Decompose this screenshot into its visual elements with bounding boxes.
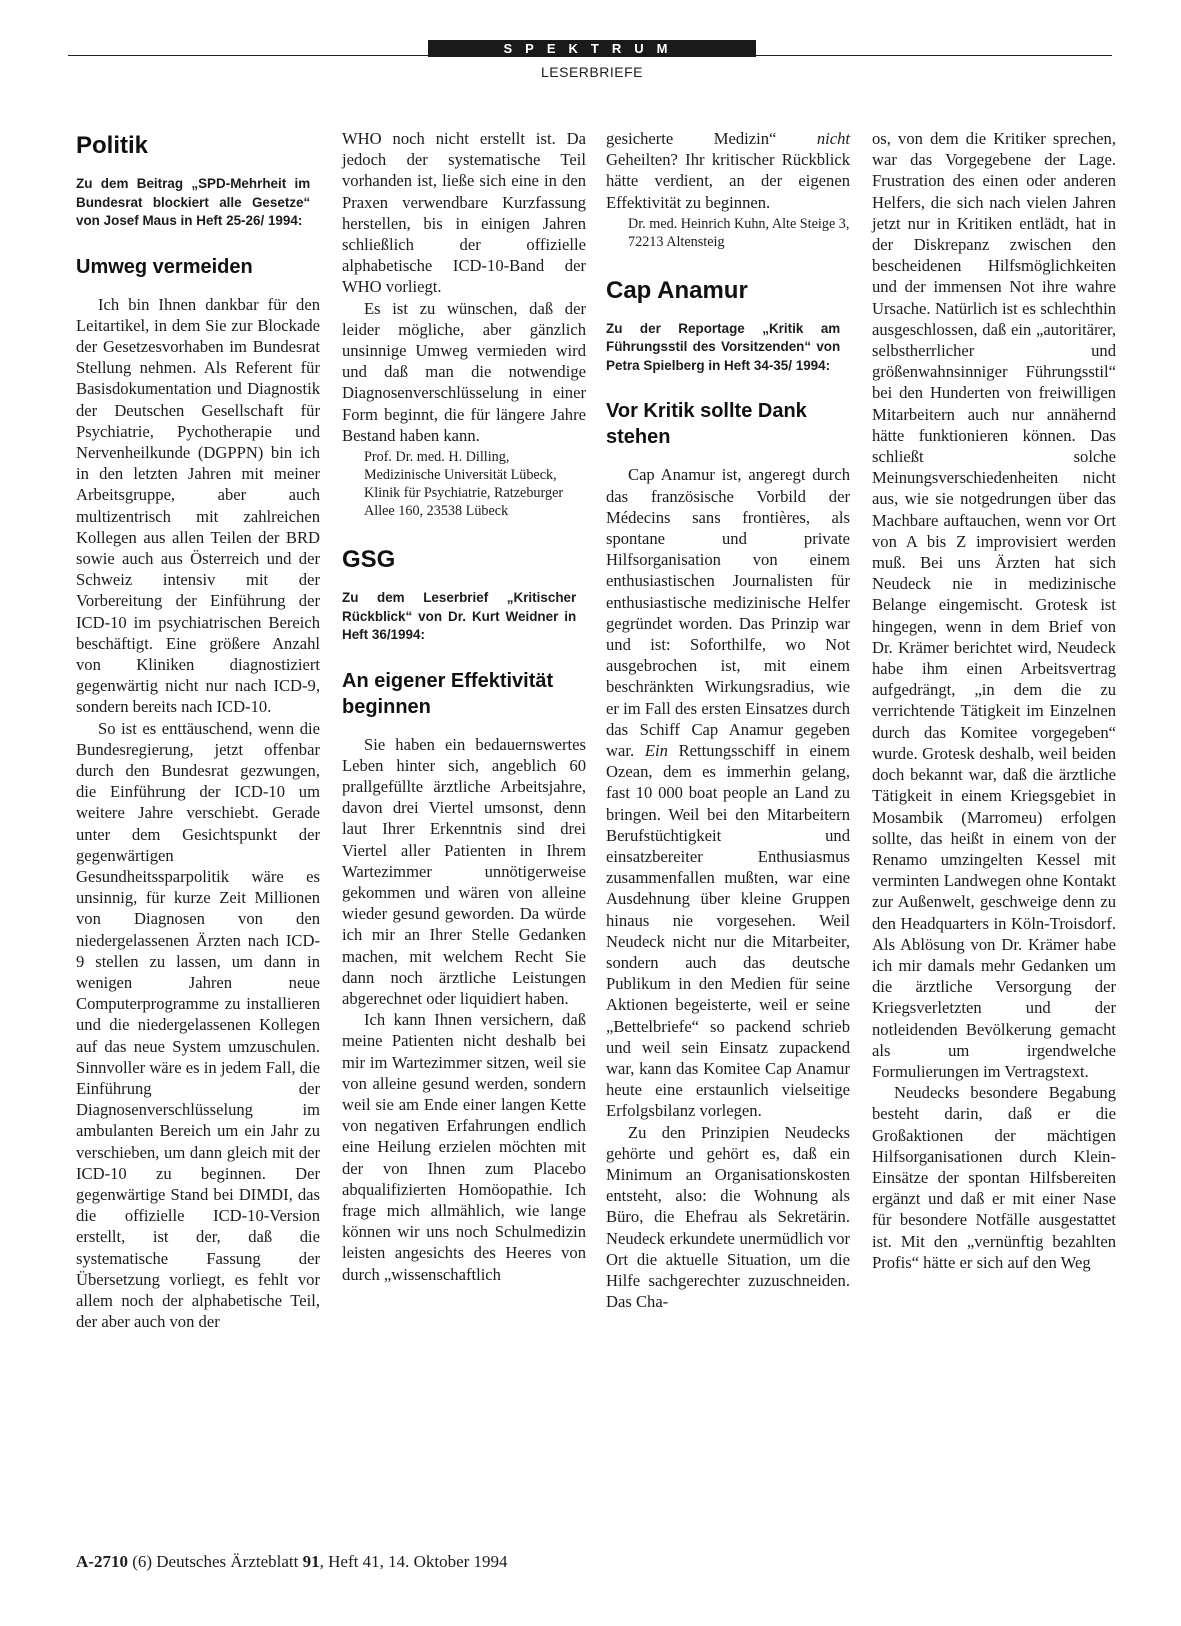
body-paragraph: Es ist zu wünschen, daß der leider mögliche, aber gänzlich unsinnige Umweg vermieden wird und daß man die notwendige Diagnosenverschlüsselung in einer Form beginnt, die für längere Jahre Bestand haben kann. (342, 298, 586, 445)
footer-volume: 91 (302, 1552, 320, 1571)
body-paragraph (606, 128, 850, 213)
page-footer (76, 1552, 508, 1572)
column-1 (76, 128, 320, 1332)
body-paragraph: So ist es enttäuschend, wenn die Bundesregierung, jetzt offenbar durch den Bundesrat gezwungen, die Einführung der ICD-10 um weitere Jahre verschiebt. Gerade unter dem Gesichtspunkt der gegenwärtigen Gesundheitssparpolitik wäre es unsinnig, für kurze Zeit Millionen von Diagnosen von den niedergelassenen Ärzten nach ICD-9 stellen zu lassen, um dann in wenigen Jahren neue Computerprogramme zu installieren und die niedergelassenen Kollegen auf das neue System umzuschulen. Sinnvoller wäre es in jedem Fall, die Einführung der Diagnosenverschlüsselung im ambulanten Bereich um ein Jahr zu verschieben, um dann gleich mit der ICD-10 zu beginnen. Der gegenwärtige Stand bei DIMDI, das die offizielle ICD-10-Version erstellt, ist der, daß die systematische Fassung der Übersetzung vorliegt, es fehlt vor allem noch der alphabetische Teil, der aber auch von der (76, 718, 320, 1332)
letter-headline: Vor Kritik sollte Dank stehen (606, 400, 807, 449)
column-2 (342, 128, 586, 1285)
italic-text: Ein (644, 740, 668, 760)
section-title-politik: Politik (76, 132, 149, 159)
section-banner: SPEKTRUM (428, 40, 756, 57)
body-paragraph: Sie haben ein bedauernswertes Leben hinter sich, angeblich 60 prallgefüllte ärztliche Arbeitsjahre, davon drei Viertel umsonst, denn laut Ihrer Erkenntnis sind drei Viertel aller Patienten in Ihrem Wartezimmer unnötigerweise gekommen und wären von alleine wieder gesund geworden. Da würde ich mir an Ihrer Stelle Gedanken machen, mit welchem Recht Sie dann noch ärztliche Leistungen abgerechnet oder liquidiert haben. (342, 734, 586, 1008)
body-paragraph (606, 464, 850, 1121)
italic-text: nicht (816, 129, 850, 148)
body-paragraph: os, von dem die Kritiker sprechen, war das Vorgegebene der Lage. Frustration des einen oder anderen Helfers, die sich nach vielen Jahren jetzt nur in Kritiken entlädt, hat in der Diskrepanz zwischen den bescheidenen Hilfsmöglichkeiten und der immensen Not ihre wahre Ursache. Natürlich ist es schlechthin ausgeschlossen, daß ein „autoritärer, selbstherrlicher und größenwahnsinniger Führungsstil“ bei den Hunderten von freiwilligen Mitarbeitern auch nur annähernd hätte funktionieren können. Das schließt solche Meinungsverschiedenheiten nicht aus, wie sie notgedrungen über das Machbare auftauchen, wenn vor Ort von A bis Z improvisiert werden muß. Bei uns Ärzten hat sich Neudeck nie in medizinische Belange eingemischt. Grotesk ist hingegen, wenn in dem Brief von Dr. Krämer berichtet wird, Neudeck habe ihm einen Arbeitsvertrag aufgedrängt, „in dem die zu verrichtende Tätigkeit im Einzelnen durch das Komitee vorgegeben“ wurde. Grotesk deshalb, weil beiden doch bekannt war, daß die ärztliche Tätigkeit in einem Kriegsgebiet in Mosambik (Marromeu) erfolgen sollte, das heißt in einem von der Renamo umzingelten Kessel mit verminten Landwegen ohne Kontakt zur Außenwelt, geschweige denn zu den Headquarters in Köln-Troisdorf. Als Ablösung von Dr. Krämer habe ich mir damals mehr Gedanken um die ärztliche Versorgung der Kriegsverletzten und der notleidenden Bevölkerung gemacht als um irgendwelche Formulierungen im Vertragstext. (872, 129, 1116, 1081)
body-paragraph: Zu den Prinzipien Neudecks gehörte und gehört es, daß ein Minimum an Organisationskosten entsteht, also: die Wohnung als Büro, die Ehefrau als Sekretärin. Neudeck erkundete unermüdlich vor Ort die aktuelle Situation, um die Hilfe sachgerechter zuzuschneiden. Das Cha- (606, 1122, 850, 1312)
letter-intro: Zu dem Leserbrief „Kritischer Rückblick“ von Dr. Kurt Weidner in Heft 36/1994: (342, 589, 577, 643)
letter-headline: Umweg vermeiden (76, 255, 253, 278)
letter-headline: An eigener Effektivität beginnen (342, 669, 554, 718)
letter-signature: Dr. med. Heinrich Kuhn, Alte Steige 3, 72213 Altensteig (628, 215, 850, 250)
section-title-cap-anamur: Cap Anamur (606, 276, 748, 304)
body-paragraph: Ich bin Ihnen dankbar für den Leitartikel, in dem Sie zur Blockade der Gesetzesvorhaben im Bundesrat Stellung nehmen. Als Referent für Basisdokumentation und Diagnostik der Deutschen Gesellschaft für Psychiatrie, Pychotherapie und Nervenheilkunde (DGPPN) bin ich in den letzten Jahren mit meiner Arbeitsgruppe, aber auch multizentrisch mit zahlreichen Kollegen aus allen Teilen der BRD sowie auch aus Österreich und der Schweiz intensiv mit der Vorbereitung der Einführung der ICD-10 im psychiatrischen Bereich beschäftigt. Eine größere Anzahl von Kliniken diagnostiziert gegenwärtig nicht nur nach ICD-9, sondern bereits nach ICD-10. (76, 294, 320, 717)
letter-intro: Zu dem Beitrag „SPD-Mehrheit im Bundesrat blockiert alle Gesetze“ von Josef Maus in Heft 25-26/ 1994: (76, 175, 311, 228)
body-paragraph: Ich kann Ihnen versichern, daß meine Patienten nicht deshalb bei mir im Wartezimmer sitzen, weil sie von alleine gesund werden, sondern weil sie am Ende einer langen Kette von negativen Erfahrungen endlich eine Heilung erzielen möchten mit der von Ihnen zum Placebo abqualifizierten Homöopathie. Ich frage mich allmählich, wie lange können wir uns noch Schulmedizin leisten angesichts des Heeres von durch „wissenschaftlich (342, 1010, 586, 1284)
body-paragraph: Neudecks besondere Begabung besteht darin, daß er die Großaktionen der mächtigen Hilfsorganisationen durch Klein-Einsätze der spontan Hilfsbereiten ergänzt und daß er mit einer Nase für besondere Notfälle ausgestattet ist. Mit den „vernünftig bezahlten Profis“ hätte er sich auf den Weg (872, 1083, 1116, 1272)
text-run: gesicherte Medizin“ (606, 129, 817, 148)
body-paragraph: WHO noch nicht erstellt ist. Da jedoch der systematische Teil vorhanden ist, ließe sich eine in den Praxen verwendbare Kurzfassung herstellen, bis in einigen Jahren schließlich der offizielle alphabetische ICD-10-Band der WHO vorliegt. (342, 129, 586, 297)
letter-intro: Zu der Reportage „Kritik am Führungsstil des Vorsitzenden“ von Petra Spielberg in Heft 34-35/ 1994: (606, 319, 841, 373)
text-run: Cap Anamur ist, angeregt durch das französische Vorbild der Médecins sans frontières, als spontane und private Hilfsorganisation von einem enthusiastischen Journalisten für enthusiastische medizinische Helfer gegründet worden. Das Prinzip war und ist: Soforthilfe, wo Not ausgebrochen ist, mit einem beschränkten Wirkungsradius, wie er im Fall des ersten Einsatzes durch das Schiff Cap Anamur gegeben war. (606, 465, 850, 760)
column-4 (872, 128, 1116, 1273)
section-subhead: LESERBRIEFE (541, 64, 643, 80)
letter-signature: Prof. Dr. med. H. Dilling, Medizinische Universität Lübeck, Klinik für Psychiatrie, Ratzeburger Allee 160, 23538 Lübeck (364, 449, 564, 520)
text-run: Geheilten? Ihr kritischer Rückblick hätte verdient, an der eigenen Effektivität zu beginnen. (606, 150, 850, 212)
column-3 (606, 128, 850, 1312)
footer-journal: (6) Deutsches Ärzteblatt (127, 1552, 303, 1571)
page-number: A-2710 (76, 1552, 128, 1571)
text-run: Rettungsschiff in einem Ozean, dem es immerhin gelang, fast 10 000 boat people an Land zu bringen. Weil bei den Mitarbeitern Berufstüchtigkeit und einsatzbereiter Enthusiasmus zusammenfallen mußten, war eine Ausdehnung über kleine Gruppen hinaus nie vorgesehen. Weil Neudeck nicht nur die Mitarbeiter, sondern auch das deutsche Publikum in den Medien für seine Aktionen begeisterte, weil er seine „Bettelbriefe“ so packend schrieb und weil sein Einsatz zupackend war, kann das Komitee Cap Anamur heute eine erstaunlich vielseitige Erfolgsbilanz vorlegen. (606, 740, 850, 1121)
footer-issue: , Heft 41, 14. Oktober 1994 (319, 1552, 508, 1571)
section-title-gsg: GSG (342, 546, 396, 574)
